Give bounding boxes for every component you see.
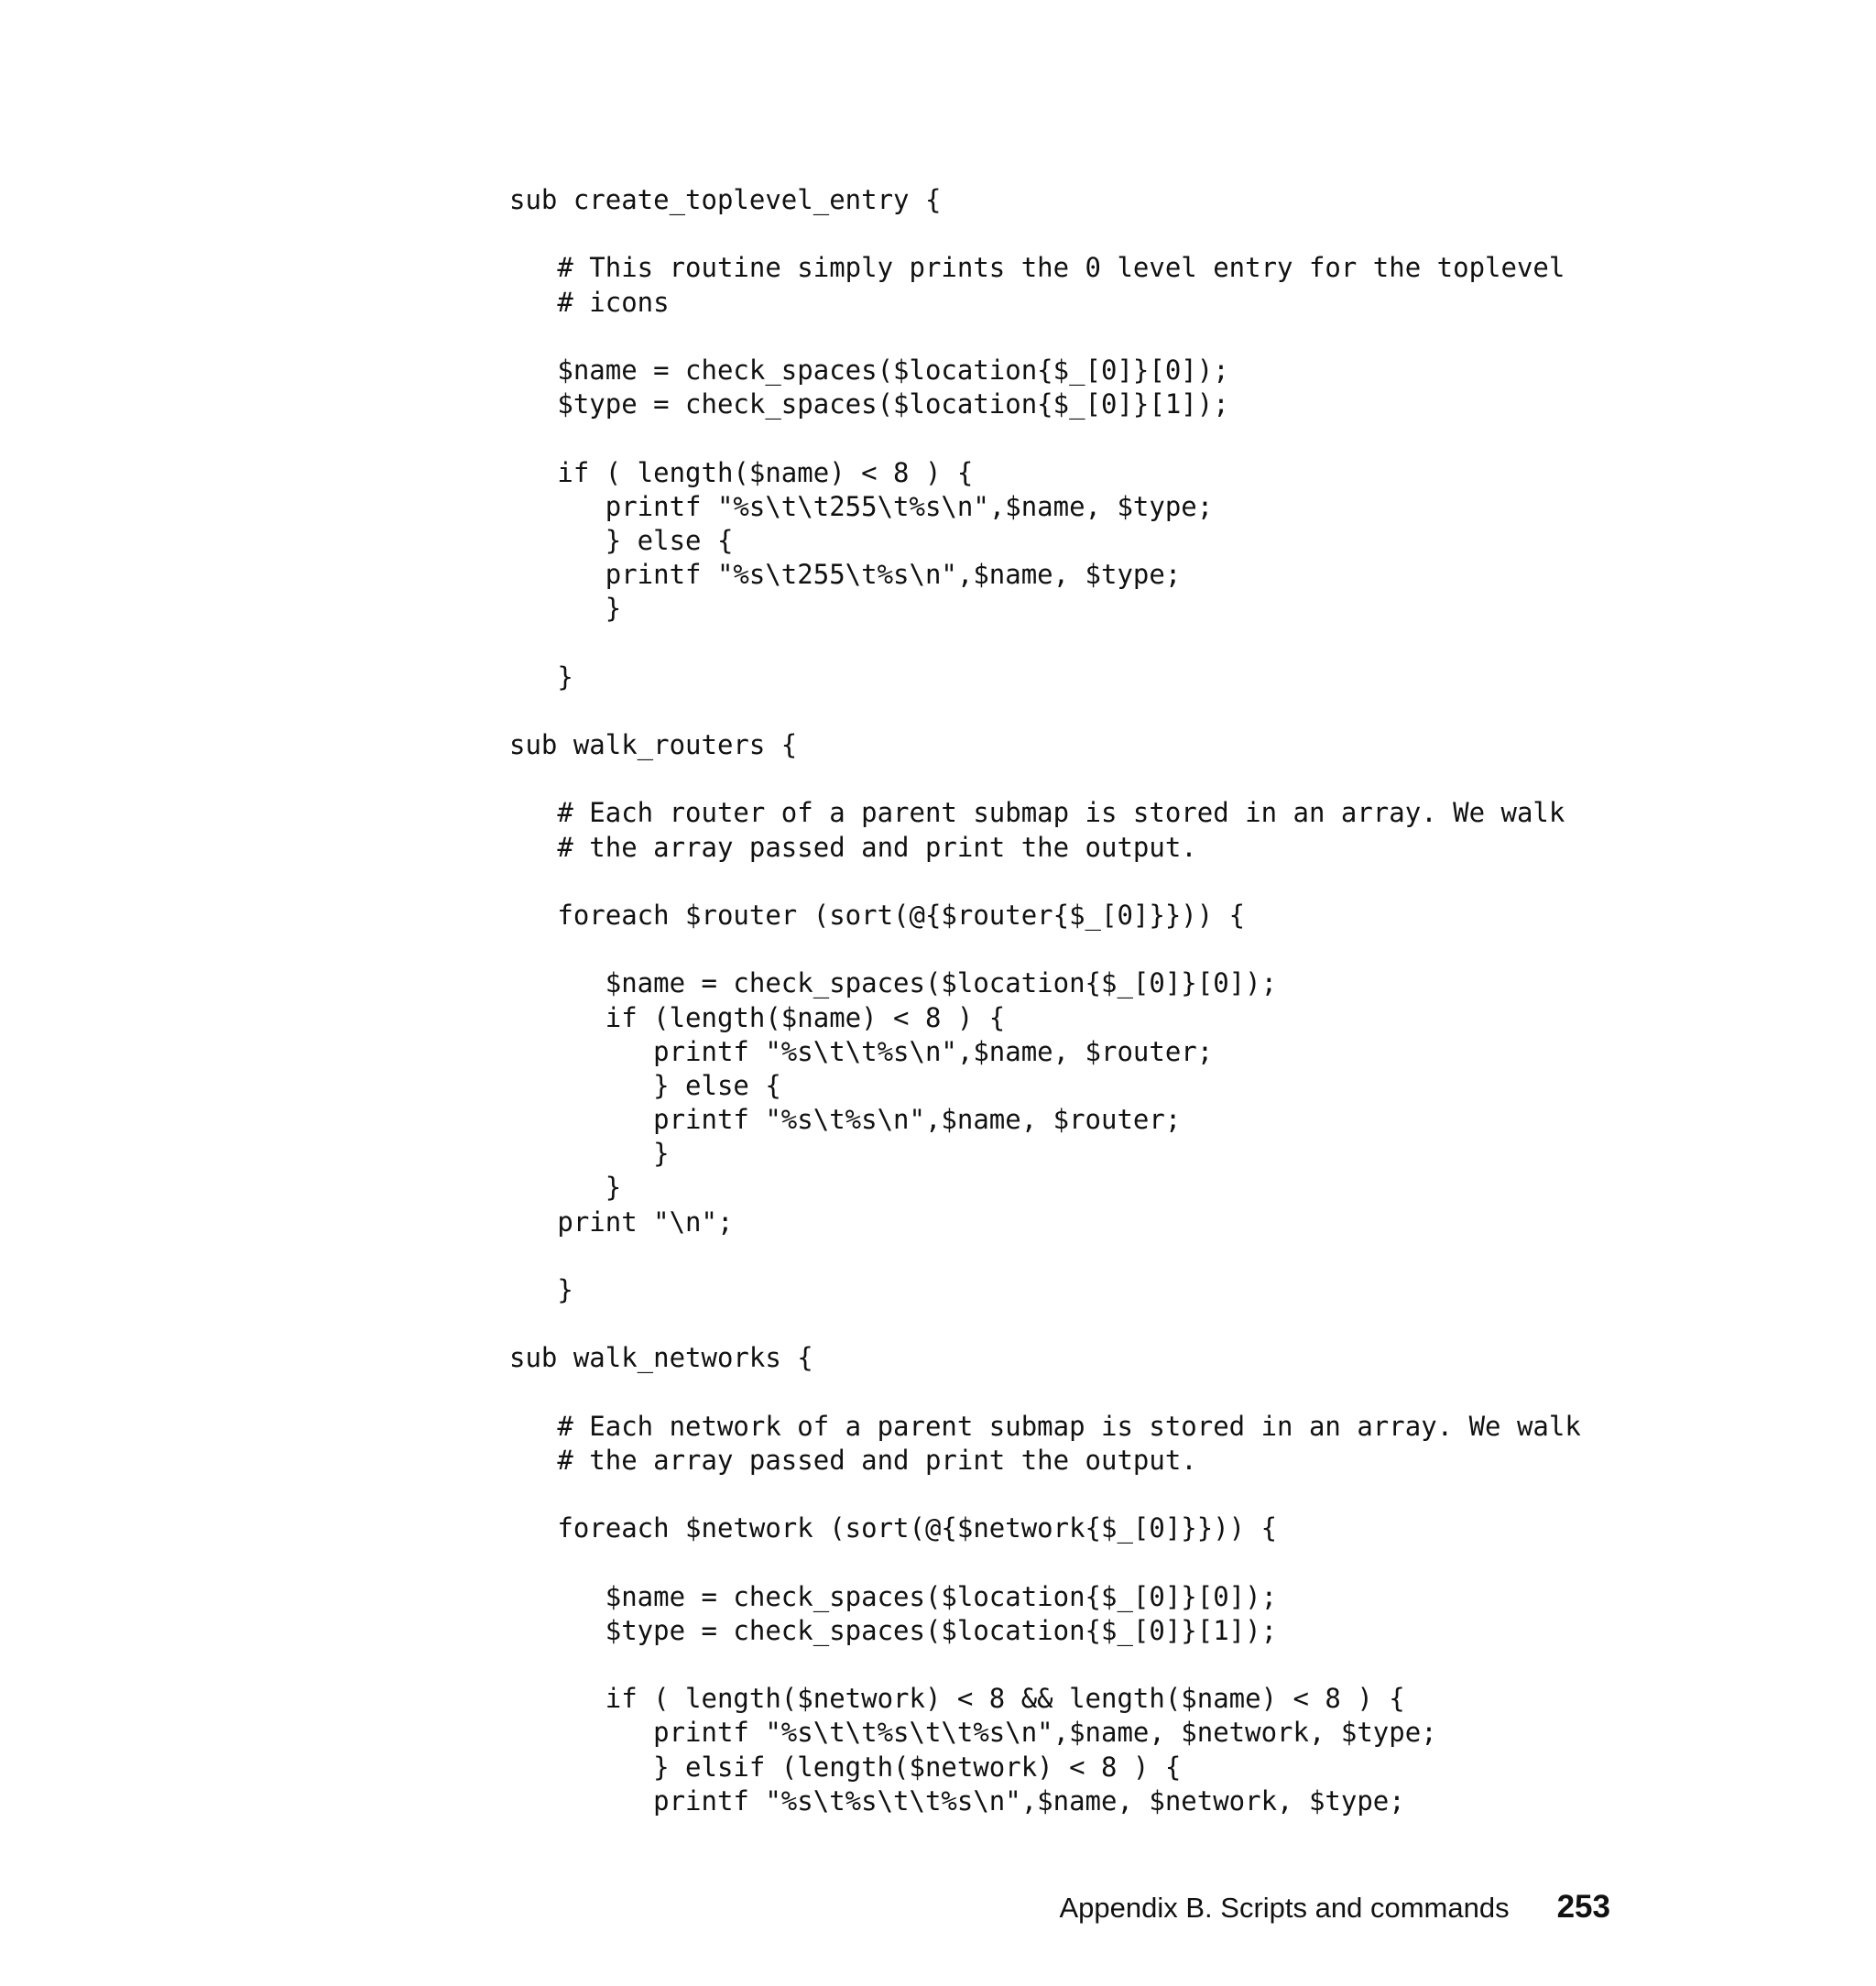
code-line: $type = check_spaces($location{$_[0]}[1]); — [509, 1614, 1278, 1646]
code-line: printf "%s\t%s\t\t%s\n",$name, $network, $type; — [509, 1784, 1405, 1817]
code-listing — [509, 183, 1581, 1818]
code-line: printf "%s\t\t%s\t\t%s\n",$name, $network, $type; — [509, 1717, 1437, 1749]
code-line: } — [509, 1172, 622, 1204]
code-line — [509, 1376, 1581, 1410]
code-line: foreach $router (sort(@{$router{$_[0]}})) { — [509, 899, 1246, 931]
code-line: if ( length($network) < 8 && length($name) < 8 ) { — [509, 1683, 1405, 1715]
code-line: $type = check_spaces($location{$_[0]}[1]); — [509, 388, 1229, 420]
code-line — [509, 694, 1581, 728]
code-line: sub walk_networks { — [509, 1342, 813, 1374]
code-line — [509, 1648, 1581, 1682]
code-line: $name = check_spaces($location{$_[0]}[0]); — [509, 967, 1278, 999]
code-line: # Each network of a parent submap is stored in an array. We walk — [509, 1410, 1581, 1442]
code-line: $name = check_spaces($location{$_[0]}[0]); — [509, 1580, 1278, 1612]
code-line: printf "%s\t\t255\t%s\n",$name, $type; — [509, 490, 1214, 522]
code-line — [509, 1478, 1581, 1511]
code-line — [509, 762, 1581, 796]
code-line: } else { — [509, 524, 734, 556]
code-line: # Each router of a parent submap is stored in an array. We walk — [509, 797, 1565, 829]
code-line — [509, 421, 1581, 455]
code-line: } elsif (length($network) < 8 ) { — [509, 1751, 1182, 1783]
code-line — [509, 1239, 1581, 1273]
code-line: sub walk_routers { — [509, 729, 798, 760]
footer-section-title: Appendix B. Scripts and commands — [1059, 1892, 1510, 1924]
code-line: printf "%s\t\t%s\n",$name, $router; — [509, 1035, 1214, 1067]
code-line — [509, 1307, 1581, 1341]
code-line: printf "%s\t%s\n",$name, $router; — [509, 1104, 1182, 1136]
code-line: # the array passed and print the output. — [509, 831, 1197, 863]
code-line: if (length($name) < 8 ) { — [509, 1001, 1006, 1033]
code-line: $name = check_spaces($location{$_[0]}[0]); — [509, 354, 1229, 386]
code-line: printf "%s\t255\t%s\n",$name, $type; — [509, 559, 1182, 591]
code-line: # the array passed and print the output. — [509, 1444, 1197, 1476]
code-line: # icons — [509, 286, 670, 318]
code-line: } — [509, 1138, 670, 1170]
code-line: if ( length($name) < 8 ) { — [509, 456, 974, 488]
code-line — [509, 1546, 1581, 1580]
page-footer — [1060, 1889, 1611, 1926]
code-line: sub create_toplevel_entry { — [509, 184, 942, 215]
code-line: } — [509, 593, 622, 625]
code-line: foreach $network (sort(@{$network{$_[0]}})) { — [509, 1512, 1278, 1544]
code-line: print "\n"; — [509, 1206, 734, 1238]
code-line: } else { — [509, 1069, 781, 1101]
code-line: # This routine simply prints the 0 level entry for the toplevel — [509, 252, 1565, 284]
code-line: } — [509, 1274, 573, 1305]
code-line — [509, 320, 1581, 354]
code-line: } — [509, 660, 573, 693]
code-line — [509, 933, 1581, 966]
code-line — [509, 626, 1581, 660]
code-line — [509, 865, 1581, 899]
code-line — [509, 217, 1581, 251]
page-number: 253 — [1556, 1889, 1610, 1925]
